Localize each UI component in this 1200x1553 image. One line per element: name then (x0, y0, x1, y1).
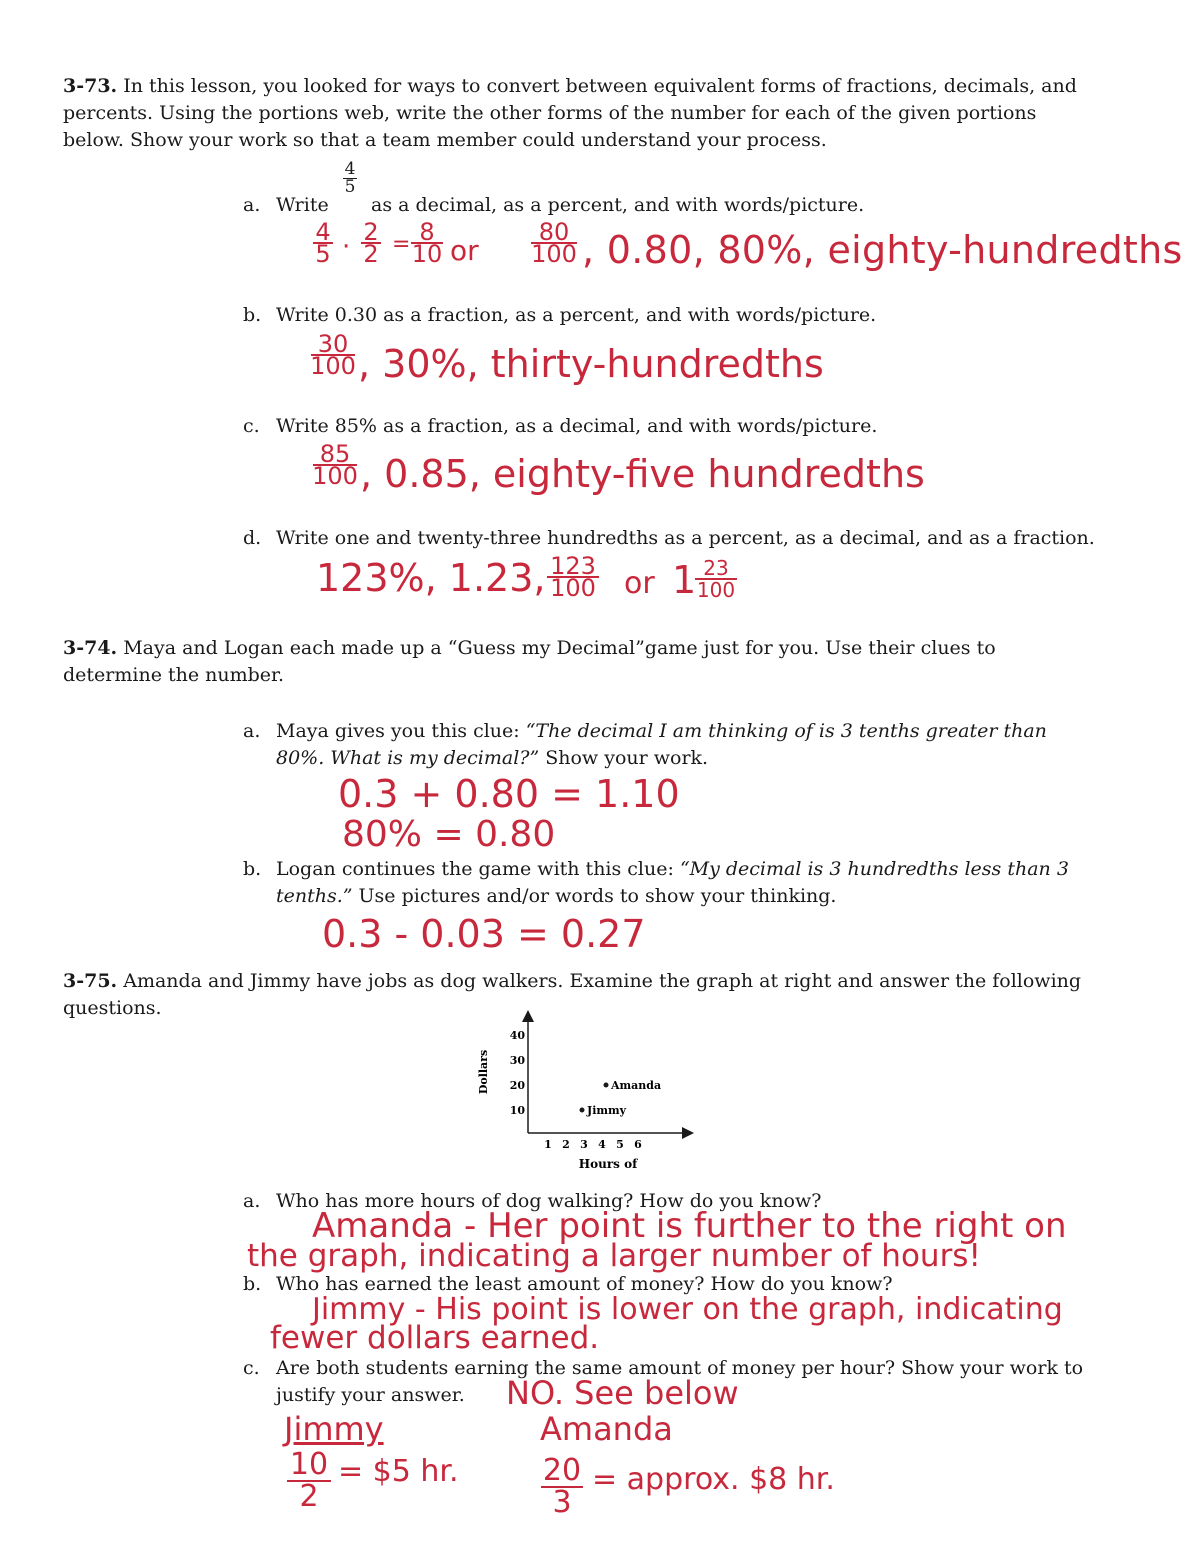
hw-numerator: 2 (363, 218, 379, 246)
part-a-letter-3-75: a. (243, 1190, 261, 1212)
hw-numerator: 123 (550, 552, 596, 580)
x-tick-label: 2 (562, 1138, 570, 1151)
hw-jimmy-answer-1: Jimmy - His point is lower on the graph, indicating (312, 1292, 1063, 1327)
data-point-jimmy (580, 1108, 585, 1113)
part-c-question-line-1: Are both students earning the same amount of money per hour? Show your work to (276, 1357, 1084, 1379)
problem-3-74-line-2: determine the number. (63, 664, 285, 686)
x-tick-label: 4 (598, 1138, 606, 1151)
part-a-question-3-75: Who has more hours of dog walking? How do you know? (276, 1190, 822, 1212)
hw-denominator: 2 (299, 1479, 319, 1514)
y-tick-label: 20 (509, 1079, 525, 1092)
hw-denominator: 100 (531, 240, 577, 268)
hw-denominator: 100 (550, 574, 596, 602)
logan-clue-quote-2: tenths.” (276, 885, 353, 907)
maya-clue-line-1 (276, 718, 1047, 745)
hw-numerator: 23 (703, 556, 729, 580)
x-tick-label: 5 (616, 1138, 624, 1151)
hw-denominator: 100 (310, 352, 356, 380)
problem-3-75-line-2: questions. (63, 997, 162, 1019)
hw-denominator: 3 (552, 1485, 572, 1520)
hw-amanda-answer-1: Amanda - Her point is further to the right on (312, 1206, 1067, 1246)
hw-dot: · (342, 232, 351, 262)
hw-jimmy-rate: = $5 hr. (338, 1454, 459, 1489)
part-b-text: Write 0.30 as a fraction, as a percent, and with words/picture. (276, 304, 877, 326)
hw-amanda-rate: = approx. $8 hr. (592, 1462, 835, 1497)
part-c-question-line-2: justify your answer. (276, 1384, 465, 1406)
hw-numerator: 80 (538, 218, 570, 246)
logan-clue-line-2 (276, 883, 836, 910)
hw-mixed-fraction (694, 558, 738, 600)
problem-3-74-text-1: Maya and Logan each made up a “Guess my Decimal”game just for you. Use their clues to (123, 637, 996, 659)
hw-amanda-rate-fraction (540, 1453, 584, 1520)
maya-clue-quote-2: 80%. What is my decimal?” (276, 747, 540, 769)
part-d-letter: d. (243, 527, 262, 549)
hw-numerator: 8 (419, 218, 435, 246)
part-a-write: Write (276, 194, 329, 216)
logan-clue-instruction: Use pictures and/or words to show your thinking. (352, 885, 837, 907)
hw-amanda-answer-2: the graph, indicating a larger number of hours! (247, 1238, 981, 1274)
hw-or-d: or (624, 566, 655, 601)
hw-maya-line-2: 80% = 0.80 (342, 814, 556, 855)
hw-denominator: 5 (315, 240, 331, 268)
hw-numerator: 30 (317, 330, 349, 358)
y-tick-label: 40 (509, 1029, 525, 1042)
part-a-letter-3-74: a. (243, 720, 261, 742)
part-c-letter: c. (243, 415, 260, 437)
hw-answer-c: , 0.85, eighty-five hundredths (360, 452, 925, 496)
fraction-denominator: 5 (344, 177, 356, 197)
hw-denominator: 2 (363, 240, 379, 268)
logan-clue-quote-1: “My decimal is 3 hundredths less than 3 (679, 858, 1069, 880)
hw-fraction-80-100 (530, 218, 578, 268)
problem-3-73-line-2: percents. Using the portions web, write the other forms of the number for each of the given portions (63, 102, 1037, 124)
hw-or: or (450, 234, 479, 267)
hw-jimmy-answer-2: fewer dollars earned. (270, 1320, 600, 1356)
data-point-amanda (604, 1083, 609, 1088)
hw-jimmy-heading: Jimmy (284, 1410, 384, 1448)
part-d-text: Write one and twenty-three hundredths as a percent, as a decimal, and as a fraction. (276, 527, 1095, 549)
data-points (580, 1079, 662, 1117)
hw-amanda-heading: Amanda (540, 1410, 673, 1448)
logan-clue-intro: Logan continues the game with this clue: (276, 858, 680, 880)
data-point-label-amanda: Amanda (611, 1079, 662, 1092)
y-tick-label: 30 (509, 1054, 525, 1067)
hw-numerator: 10 (289, 1447, 329, 1482)
hw-numerator: 4 (315, 218, 331, 246)
part-b-letter: b. (243, 304, 262, 326)
fraction-four-fifths (343, 159, 357, 197)
maya-clue-line-2 (276, 745, 708, 772)
problem-3-74-line-1 (63, 635, 996, 662)
y-tick-label: 10 (509, 1104, 525, 1117)
hw-answer-d: 123%, 1.23, (316, 556, 546, 600)
part-c-letter-3-75: c. (243, 1357, 260, 1379)
maya-clue-instruction: Show your work. (539, 747, 709, 769)
part-a-letter: a. (243, 194, 261, 216)
logan-clue-line-1 (276, 856, 1069, 883)
problem-number-3-75: 3-75. (63, 970, 118, 992)
problem-3-73-line-3: below. Show your work so that a team member could understand your process. (63, 129, 827, 151)
x-tick-labels (544, 1138, 642, 1151)
hw-equals: = (392, 232, 411, 257)
hw-denominator: 10 (411, 240, 443, 268)
dog-walker-graph (470, 1010, 700, 1175)
problem-3-73-line-1 (63, 73, 1077, 100)
part-b-letter-3-74: b. (243, 858, 262, 880)
hw-mixed-whole: 1 (672, 558, 697, 602)
hw-fraction-2-2 (360, 218, 382, 268)
fraction-numerator: 4 (344, 159, 356, 179)
hw-fraction-4-5 (312, 218, 334, 268)
x-axis-label: Hours of (578, 1157, 638, 1171)
hw-fraction-85-100 (312, 440, 358, 490)
part-b-letter-3-75: b. (243, 1273, 262, 1295)
y-tick-labels (510, 1029, 526, 1117)
problem-3-75-text-1: Amanda and Jimmy have jobs as dog walkers. Examine the graph at right and answer the following (123, 970, 1082, 992)
hw-fraction-123-100 (546, 552, 600, 602)
problem-number-3-74: 3-74. (63, 637, 118, 659)
y-axis-label: Dollars (477, 1049, 490, 1095)
hw-denominator: 100 (696, 578, 736, 602)
hw-numerator: 85 (319, 440, 351, 468)
hw-answer-a: , 0.80, 80%, eighty-hundredths (582, 228, 1183, 272)
hw-fraction-8-10 (410, 218, 444, 268)
hw-denominator: 100 (312, 462, 358, 490)
hw-no-see-below: NO. See below (506, 1374, 739, 1412)
hw-maya-line-1: 0.3 + 0.80 = 1.10 (338, 772, 680, 816)
x-tick-label: 6 (634, 1138, 642, 1151)
x-tick-label: 3 (580, 1138, 588, 1151)
problem-number-3-73: 3-73. (63, 75, 118, 97)
problem-3-75-line-1 (63, 968, 1081, 995)
part-a-text: as a decimal, as a percent, and with words/picture. (371, 194, 865, 216)
x-tick-label: 1 (544, 1138, 552, 1151)
part-c-text: Write 85% as a fraction, as a decimal, and with words/picture. (276, 415, 878, 437)
maya-clue-intro: Maya gives you this clue: (276, 720, 526, 742)
hw-fraction-30-100 (310, 330, 356, 380)
problem-3-73-text-1: In this lesson, you looked for ways to convert between equivalent forms of fractions, decimals, and (123, 75, 1077, 97)
hw-numerator: 20 (542, 1453, 582, 1488)
data-point-label-jimmy: Jimmy (587, 1104, 627, 1117)
part-b-question-3-75: Who has earned the least amount of money? How do you know? (276, 1273, 893, 1295)
hw-jimmy-rate-fraction (286, 1447, 332, 1514)
hw-answer-b: , 30%, thirty-hundredths (358, 342, 824, 386)
maya-clue-quote-1: “The decimal I am thinking of is 3 tenths greater than (525, 720, 1047, 742)
hw-logan-line-1: 0.3 - 0.03 = 0.27 (322, 912, 646, 956)
